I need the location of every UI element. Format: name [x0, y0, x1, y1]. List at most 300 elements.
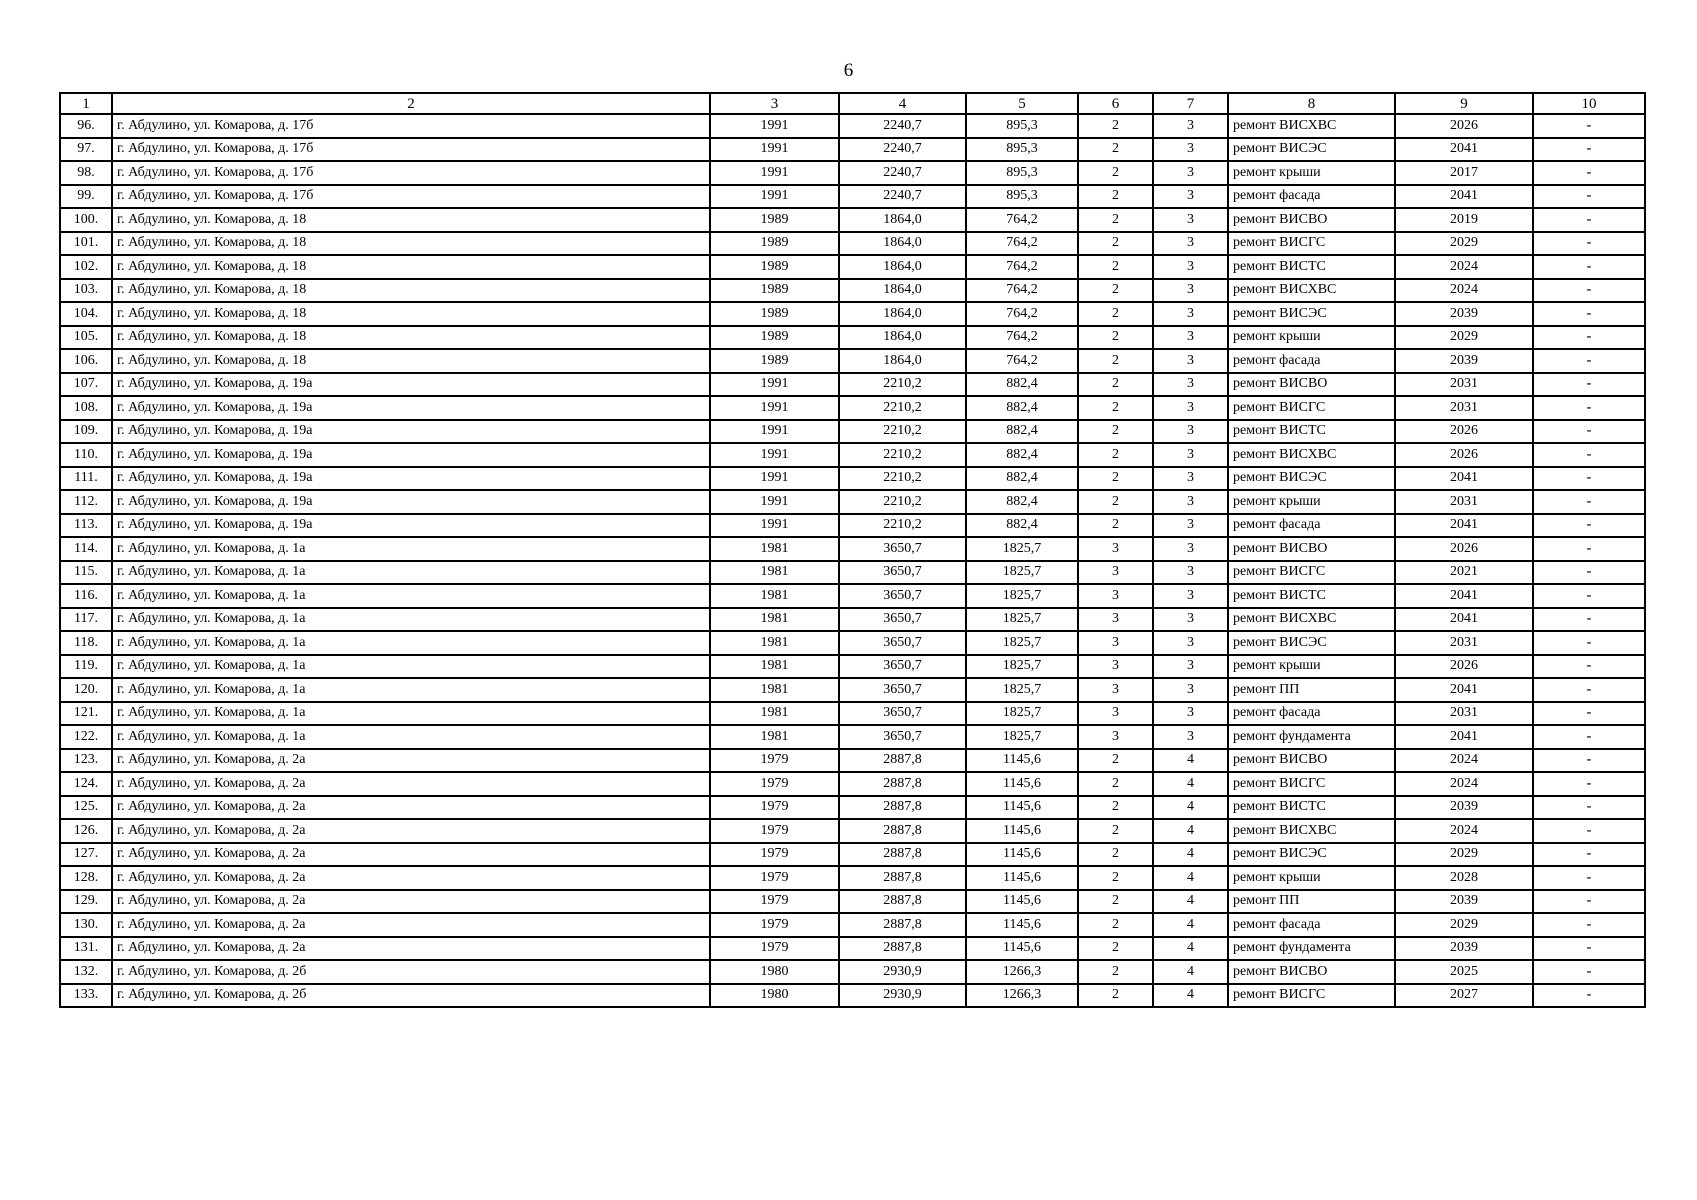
year-cell: 1989	[710, 255, 839, 279]
address-cell: г. Абдулино, ул. Комарова, д. 18	[112, 279, 710, 303]
column-header: 2	[112, 93, 710, 114]
total-area-cell: 2887,8	[839, 749, 966, 773]
entrances-cell: 2	[1078, 796, 1153, 820]
total-area-cell: 2210,2	[839, 490, 966, 514]
year-cell: 1979	[710, 819, 839, 843]
work-type-cell: ремонт ВИСХВС	[1228, 443, 1395, 467]
address-cell: г. Абдулино, ул. Комарова, д. 2а	[112, 772, 710, 796]
note-cell: -	[1533, 561, 1645, 585]
note-cell: -	[1533, 702, 1645, 726]
planned-year-cell: 2019	[1395, 208, 1533, 232]
entrances-cell: 3	[1078, 561, 1153, 585]
total-area-cell: 2210,2	[839, 420, 966, 444]
floors-cell: 3	[1153, 631, 1228, 655]
living-area-cell: 882,4	[966, 514, 1078, 538]
total-area-cell: 2887,8	[839, 843, 966, 867]
floors-cell: 3	[1153, 537, 1228, 561]
living-area-cell: 882,4	[966, 420, 1078, 444]
note-cell: -	[1533, 725, 1645, 749]
table-row	[60, 349, 1645, 373]
year-cell: 1989	[710, 349, 839, 373]
entrances-cell: 2	[1078, 890, 1153, 914]
work-type-cell: ремонт ВИСХВС	[1228, 819, 1395, 843]
note-cell: -	[1533, 161, 1645, 185]
table-row	[60, 373, 1645, 397]
work-type-cell: ремонт ПП	[1228, 678, 1395, 702]
address-cell: г. Абдулино, ул. Комарова, д. 2а	[112, 866, 710, 890]
year-cell: 1989	[710, 326, 839, 350]
floors-cell: 4	[1153, 866, 1228, 890]
work-type-cell: ремонт фасада	[1228, 514, 1395, 538]
column-header: 3	[710, 93, 839, 114]
entrances-cell: 2	[1078, 749, 1153, 773]
column-header: 7	[1153, 93, 1228, 114]
work-type-cell: ремонт фасада	[1228, 702, 1395, 726]
row-number-cell: 128.	[60, 866, 112, 890]
table-row	[60, 913, 1645, 937]
register-table	[59, 92, 1646, 1008]
living-area-cell: 1145,6	[966, 819, 1078, 843]
entrances-cell: 2	[1078, 185, 1153, 209]
row-number-cell: 102.	[60, 255, 112, 279]
planned-year-cell: 2031	[1395, 490, 1533, 514]
year-cell: 1980	[710, 984, 839, 1008]
address-cell: г. Абдулино, ул. Комарова, д. 1а	[112, 561, 710, 585]
row-number-cell: 118.	[60, 631, 112, 655]
planned-year-cell: 2025	[1395, 960, 1533, 984]
note-cell: -	[1533, 420, 1645, 444]
total-area-cell: 1864,0	[839, 326, 966, 350]
work-type-cell: ремонт ВИСТС	[1228, 420, 1395, 444]
entrances-cell: 2	[1078, 913, 1153, 937]
column-header: 4	[839, 93, 966, 114]
total-area-cell: 1864,0	[839, 302, 966, 326]
address-cell: г. Абдулино, ул. Комарова, д. 17б	[112, 138, 710, 162]
work-type-cell: ремонт ВИСТС	[1228, 255, 1395, 279]
planned-year-cell: 2031	[1395, 396, 1533, 420]
entrances-cell: 3	[1078, 678, 1153, 702]
address-cell: г. Абдулино, ул. Комарова, д. 2б	[112, 960, 710, 984]
planned-year-cell: 2041	[1395, 467, 1533, 491]
address-cell: г. Абдулино, ул. Комарова, д. 18	[112, 349, 710, 373]
living-area-cell: 895,3	[966, 161, 1078, 185]
address-cell: г. Абдулино, ул. Комарова, д. 17б	[112, 185, 710, 209]
total-area-cell: 3650,7	[839, 584, 966, 608]
floors-cell: 3	[1153, 326, 1228, 350]
note-cell: -	[1533, 631, 1645, 655]
entrances-cell: 2	[1078, 396, 1153, 420]
living-area-cell: 764,2	[966, 255, 1078, 279]
floors-cell: 3	[1153, 161, 1228, 185]
address-cell: г. Абдулино, ул. Комарова, д. 18	[112, 302, 710, 326]
row-number-cell: 122.	[60, 725, 112, 749]
note-cell: -	[1533, 796, 1645, 820]
address-cell: г. Абдулино, ул. Комарова, д. 1а	[112, 537, 710, 561]
total-area-cell: 2210,2	[839, 514, 966, 538]
planned-year-cell: 2029	[1395, 232, 1533, 256]
work-type-cell: ремонт ВИСВО	[1228, 208, 1395, 232]
planned-year-cell: 2039	[1395, 349, 1533, 373]
living-area-cell: 764,2	[966, 279, 1078, 303]
row-number-cell: 100.	[60, 208, 112, 232]
note-cell: -	[1533, 866, 1645, 890]
total-area-cell: 2887,8	[839, 913, 966, 937]
floors-cell: 3	[1153, 725, 1228, 749]
work-type-cell: ремонт крыши	[1228, 655, 1395, 679]
planned-year-cell: 2041	[1395, 514, 1533, 538]
row-number-cell: 103.	[60, 279, 112, 303]
living-area-cell: 1145,6	[966, 843, 1078, 867]
total-area-cell: 2930,9	[839, 960, 966, 984]
entrances-cell: 3	[1078, 702, 1153, 726]
year-cell: 1979	[710, 749, 839, 773]
row-number-cell: 104.	[60, 302, 112, 326]
year-cell: 1991	[710, 114, 839, 138]
planned-year-cell: 2024	[1395, 279, 1533, 303]
living-area-cell: 1145,6	[966, 796, 1078, 820]
planned-year-cell: 2039	[1395, 937, 1533, 961]
floors-cell: 4	[1153, 960, 1228, 984]
table-row	[60, 843, 1645, 867]
entrances-cell: 3	[1078, 608, 1153, 632]
total-area-cell: 3650,7	[839, 561, 966, 585]
address-cell: г. Абдулино, ул. Комарова, д. 18	[112, 208, 710, 232]
planned-year-cell: 2029	[1395, 326, 1533, 350]
total-area-cell: 2210,2	[839, 396, 966, 420]
planned-year-cell: 2024	[1395, 772, 1533, 796]
year-cell: 1981	[710, 655, 839, 679]
table-row	[60, 796, 1645, 820]
living-area-cell: 1825,7	[966, 561, 1078, 585]
year-cell: 1981	[710, 725, 839, 749]
living-area-cell: 1825,7	[966, 608, 1078, 632]
column-header: 1	[60, 93, 112, 114]
total-area-cell: 3650,7	[839, 725, 966, 749]
floors-cell: 4	[1153, 843, 1228, 867]
header-row	[60, 93, 1645, 114]
table-row	[60, 232, 1645, 256]
table-row	[60, 960, 1645, 984]
total-area-cell: 2930,9	[839, 984, 966, 1008]
work-type-cell: ремонт ВИСТС	[1228, 796, 1395, 820]
table-row	[60, 396, 1645, 420]
table-row	[60, 584, 1645, 608]
note-cell: -	[1533, 678, 1645, 702]
year-cell: 1989	[710, 302, 839, 326]
living-area-cell: 1145,6	[966, 749, 1078, 773]
row-number-cell: 116.	[60, 584, 112, 608]
year-cell: 1991	[710, 373, 839, 397]
row-number-cell: 113.	[60, 514, 112, 538]
row-number-cell: 133.	[60, 984, 112, 1008]
note-cell: -	[1533, 984, 1645, 1008]
planned-year-cell: 2028	[1395, 866, 1533, 890]
table-row	[60, 114, 1645, 138]
work-type-cell: ремонт ВИСГС	[1228, 561, 1395, 585]
row-number-cell: 124.	[60, 772, 112, 796]
address-cell: г. Абдулино, ул. Комарова, д. 19а	[112, 420, 710, 444]
floors-cell: 3	[1153, 208, 1228, 232]
planned-year-cell: 2041	[1395, 185, 1533, 209]
entrances-cell: 2	[1078, 208, 1153, 232]
table-row	[60, 138, 1645, 162]
year-cell: 1991	[710, 396, 839, 420]
living-area-cell: 1825,7	[966, 725, 1078, 749]
table-row	[60, 749, 1645, 773]
total-area-cell: 2887,8	[839, 796, 966, 820]
floors-cell: 4	[1153, 819, 1228, 843]
living-area-cell: 895,3	[966, 185, 1078, 209]
year-cell: 1989	[710, 279, 839, 303]
floors-cell: 3	[1153, 349, 1228, 373]
planned-year-cell: 2041	[1395, 725, 1533, 749]
note-cell: -	[1533, 843, 1645, 867]
table-row	[60, 890, 1645, 914]
living-area-cell: 1825,7	[966, 678, 1078, 702]
column-header: 5	[966, 93, 1078, 114]
floors-cell: 3	[1153, 608, 1228, 632]
row-number-cell: 114.	[60, 537, 112, 561]
year-cell: 1989	[710, 232, 839, 256]
floors-cell: 3	[1153, 514, 1228, 538]
note-cell: -	[1533, 960, 1645, 984]
living-area-cell: 882,4	[966, 373, 1078, 397]
row-number-cell: 130.	[60, 913, 112, 937]
planned-year-cell: 2021	[1395, 561, 1533, 585]
living-area-cell: 764,2	[966, 302, 1078, 326]
address-cell: г. Абдулино, ул. Комарова, д. 1а	[112, 655, 710, 679]
row-number-cell: 123.	[60, 749, 112, 773]
address-cell: г. Абдулино, ул. Комарова, д. 2а	[112, 937, 710, 961]
living-area-cell: 1825,7	[966, 584, 1078, 608]
address-cell: г. Абдулино, ул. Комарова, д. 2а	[112, 819, 710, 843]
table-row	[60, 514, 1645, 538]
year-cell: 1979	[710, 890, 839, 914]
address-cell: г. Абдулино, ул. Комарова, д. 19а	[112, 490, 710, 514]
floors-cell: 3	[1153, 678, 1228, 702]
year-cell: 1991	[710, 185, 839, 209]
work-type-cell: ремонт фасада	[1228, 185, 1395, 209]
year-cell: 1991	[710, 490, 839, 514]
living-area-cell: 895,3	[966, 138, 1078, 162]
year-cell: 1981	[710, 537, 839, 561]
floors-cell: 4	[1153, 913, 1228, 937]
address-cell: г. Абдулино, ул. Комарова, д. 1а	[112, 678, 710, 702]
work-type-cell: ремонт ВИСЭС	[1228, 467, 1395, 491]
year-cell: 1981	[710, 678, 839, 702]
row-number-cell: 129.	[60, 890, 112, 914]
planned-year-cell: 2031	[1395, 702, 1533, 726]
floors-cell: 3	[1153, 255, 1228, 279]
total-area-cell: 2887,8	[839, 937, 966, 961]
address-cell: г. Абдулино, ул. Комарова, д. 19а	[112, 467, 710, 491]
total-area-cell: 2240,7	[839, 185, 966, 209]
work-type-cell: ремонт ВИСХВС	[1228, 608, 1395, 632]
planned-year-cell: 2031	[1395, 631, 1533, 655]
work-type-cell: ремонт ВИСХВС	[1228, 279, 1395, 303]
floors-cell: 3	[1153, 114, 1228, 138]
floors-cell: 3	[1153, 373, 1228, 397]
address-cell: г. Абдулино, ул. Комарова, д. 2а	[112, 843, 710, 867]
work-type-cell: ремонт крыши	[1228, 161, 1395, 185]
note-cell: -	[1533, 537, 1645, 561]
note-cell: -	[1533, 443, 1645, 467]
entrances-cell: 2	[1078, 326, 1153, 350]
address-cell: г. Абдулино, ул. Комарова, д. 2а	[112, 890, 710, 914]
work-type-cell: ремонт ВИСХВС	[1228, 114, 1395, 138]
floors-cell: 3	[1153, 490, 1228, 514]
column-header: 10	[1533, 93, 1645, 114]
row-number-cell: 107.	[60, 373, 112, 397]
note-cell: -	[1533, 819, 1645, 843]
table-row	[60, 326, 1645, 350]
work-type-cell: ремонт ВИСЭС	[1228, 302, 1395, 326]
row-number-cell: 97.	[60, 138, 112, 162]
address-cell: г. Абдулино, ул. Комарова, д. 19а	[112, 443, 710, 467]
year-cell: 1981	[710, 608, 839, 632]
planned-year-cell: 2041	[1395, 138, 1533, 162]
living-area-cell: 895,3	[966, 114, 1078, 138]
note-cell: -	[1533, 913, 1645, 937]
note-cell: -	[1533, 349, 1645, 373]
entrances-cell: 2	[1078, 514, 1153, 538]
floors-cell: 3	[1153, 467, 1228, 491]
living-area-cell: 1825,7	[966, 655, 1078, 679]
year-cell: 1991	[710, 420, 839, 444]
entrances-cell: 2	[1078, 443, 1153, 467]
living-area-cell: 1145,6	[966, 913, 1078, 937]
living-area-cell: 1145,6	[966, 772, 1078, 796]
row-number-cell: 120.	[60, 678, 112, 702]
planned-year-cell: 2029	[1395, 913, 1533, 937]
note-cell: -	[1533, 890, 1645, 914]
work-type-cell: ремонт ПП	[1228, 890, 1395, 914]
note-cell: -	[1533, 208, 1645, 232]
living-area-cell: 1145,6	[966, 937, 1078, 961]
note-cell: -	[1533, 114, 1645, 138]
total-area-cell: 2210,2	[839, 373, 966, 397]
table-row	[60, 443, 1645, 467]
table-row	[60, 631, 1645, 655]
entrances-cell: 3	[1078, 725, 1153, 749]
row-number-cell: 126.	[60, 819, 112, 843]
work-type-cell: ремонт ВИСГС	[1228, 984, 1395, 1008]
table-row	[60, 302, 1645, 326]
row-number-cell: 110.	[60, 443, 112, 467]
entrances-cell: 2	[1078, 866, 1153, 890]
entrances-cell: 2	[1078, 349, 1153, 373]
table-row	[60, 561, 1645, 585]
work-type-cell: ремонт ВИСЭС	[1228, 843, 1395, 867]
living-area-cell: 764,2	[966, 349, 1078, 373]
total-area-cell: 3650,7	[839, 631, 966, 655]
planned-year-cell: 2017	[1395, 161, 1533, 185]
work-type-cell: ремонт ВИСЭС	[1228, 138, 1395, 162]
address-cell: г. Абдулино, ул. Комарова, д. 2а	[112, 913, 710, 937]
address-cell: г. Абдулино, ул. Комарова, д. 18	[112, 255, 710, 279]
year-cell: 1979	[710, 796, 839, 820]
living-area-cell: 1825,7	[966, 702, 1078, 726]
row-number-cell: 105.	[60, 326, 112, 350]
note-cell: -	[1533, 302, 1645, 326]
work-type-cell: ремонт ВИСВО	[1228, 537, 1395, 561]
total-area-cell: 2887,8	[839, 772, 966, 796]
floors-cell: 4	[1153, 890, 1228, 914]
floors-cell: 3	[1153, 302, 1228, 326]
floors-cell: 3	[1153, 561, 1228, 585]
year-cell: 1981	[710, 584, 839, 608]
living-area-cell: 1266,3	[966, 984, 1078, 1008]
year-cell: 1979	[710, 913, 839, 937]
living-area-cell: 764,2	[966, 208, 1078, 232]
year-cell: 1980	[710, 960, 839, 984]
living-area-cell: 1825,7	[966, 537, 1078, 561]
table-row	[60, 490, 1645, 514]
total-area-cell: 2887,8	[839, 819, 966, 843]
living-area-cell: 1145,6	[966, 866, 1078, 890]
table-row	[60, 161, 1645, 185]
planned-year-cell: 2041	[1395, 678, 1533, 702]
work-type-cell: ремонт ВИСГС	[1228, 772, 1395, 796]
year-cell: 1979	[710, 937, 839, 961]
planned-year-cell: 2031	[1395, 373, 1533, 397]
planned-year-cell: 2039	[1395, 890, 1533, 914]
planned-year-cell: 2039	[1395, 302, 1533, 326]
total-area-cell: 3650,7	[839, 608, 966, 632]
note-cell: -	[1533, 396, 1645, 420]
entrances-cell: 2	[1078, 279, 1153, 303]
page-number: 6	[843, 60, 854, 81]
year-cell: 1991	[710, 161, 839, 185]
table-row	[60, 279, 1645, 303]
entrances-cell: 2	[1078, 843, 1153, 867]
living-area-cell: 882,4	[966, 396, 1078, 420]
table-row	[60, 467, 1645, 491]
floors-cell: 4	[1153, 937, 1228, 961]
planned-year-cell: 2026	[1395, 537, 1533, 561]
floors-cell: 3	[1153, 420, 1228, 444]
row-number-cell: 115.	[60, 561, 112, 585]
column-header: 6	[1078, 93, 1153, 114]
address-cell: г. Абдулино, ул. Комарова, д. 17б	[112, 161, 710, 185]
table-row	[60, 937, 1645, 961]
living-area-cell: 1145,6	[966, 890, 1078, 914]
work-type-cell: ремонт фасада	[1228, 913, 1395, 937]
entrances-cell: 2	[1078, 984, 1153, 1008]
floors-cell: 3	[1153, 232, 1228, 256]
entrances-cell: 2	[1078, 467, 1153, 491]
floors-cell: 3	[1153, 443, 1228, 467]
note-cell: -	[1533, 326, 1645, 350]
living-area-cell: 882,4	[966, 490, 1078, 514]
note-cell: -	[1533, 772, 1645, 796]
planned-year-cell: 2026	[1395, 655, 1533, 679]
total-area-cell: 2210,2	[839, 467, 966, 491]
entrances-cell: 2	[1078, 937, 1153, 961]
planned-year-cell: 2024	[1395, 255, 1533, 279]
table-row	[60, 208, 1645, 232]
row-number-cell: 112.	[60, 490, 112, 514]
year-cell: 1991	[710, 443, 839, 467]
table-row	[60, 772, 1645, 796]
entrances-cell: 2	[1078, 960, 1153, 984]
floors-cell: 3	[1153, 279, 1228, 303]
row-number-cell: 98.	[60, 161, 112, 185]
total-area-cell: 1864,0	[839, 208, 966, 232]
year-cell: 1981	[710, 561, 839, 585]
row-number-cell: 132.	[60, 960, 112, 984]
entrances-cell: 2	[1078, 114, 1153, 138]
